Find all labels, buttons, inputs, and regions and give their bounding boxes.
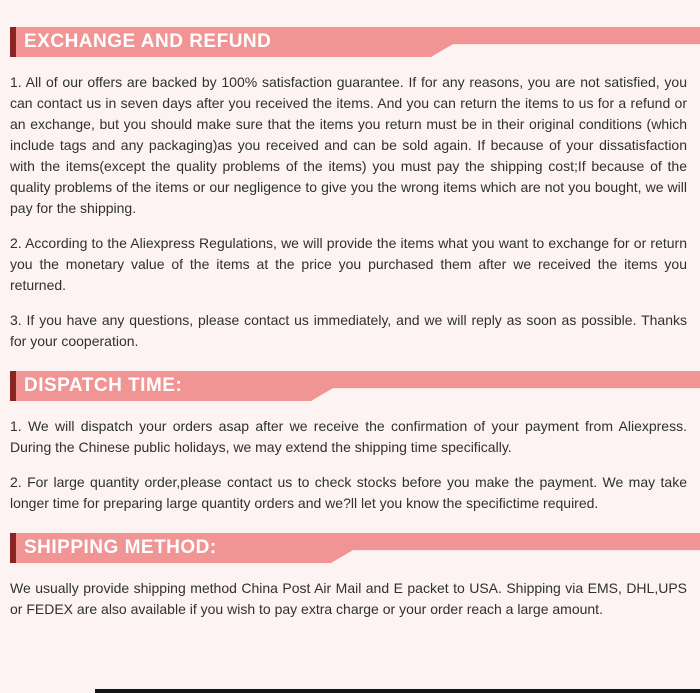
section-body — [0, 57, 700, 352]
section-title: EXCHANGE AND REFUND — [24, 31, 272, 52]
policy-paragraph: 3. If you have any questions, please contact us immediately, and we will reply as soon as possible. Thanks for your cooperation. — [10, 312, 687, 349]
banner-accent-bar — [10, 371, 16, 401]
section-exchange-and-refund — [0, 27, 700, 352]
section-body — [0, 563, 700, 620]
policy-paragraph: 1. We will dispatch your orders asap after we receive the confirmation of your payment from Aliexpress. During the Chinese public holidays, we may extend the shipping time specifically. — [10, 418, 687, 455]
policy-paragraph: 2. For large quantity order,please contact us to check stocks before you make the payment. We may take longer time for preparing large quantity orders and we?ll let you know the specifictime required. — [10, 474, 687, 511]
section-header-banner — [10, 371, 700, 401]
section-shipping-method — [0, 533, 700, 620]
section-header-banner — [10, 27, 700, 57]
section-header-banner — [10, 533, 700, 563]
policy-paragraph: 2. According to the Aliexpress Regulations, we will provide the items what you want to exchange for or return you the monetary value of the items at the price you purchased them after we received the items you returned. — [10, 235, 687, 293]
section-title: SHIPPING METHOD: — [24, 537, 217, 558]
banner-accent-bar — [10, 533, 16, 563]
section-title: DISPATCH TIME: — [24, 375, 183, 396]
section-dispatch-time — [0, 371, 700, 514]
next-section-banner-edge — [95, 689, 700, 693]
policy-paragraph: 1. All of our offers are backed by 100% satisfaction guarantee. If for any reasons, you are not satisfied, you can contact us in seven days after you received the items. And you can return the items to us for a refund or an exchange, but you should make sure that the items you return must be in their original conditions (which include tags and any packaging)as you received and can be sold again. If because of your dissatisfaction with the items(except the quality problems of the items) you must pay the shipping cost;If because of the quality problems of the items or our negligence to give you the wrong items which are not you bought, we will pay for the shipping. — [10, 74, 687, 216]
banner-accent-bar — [10, 27, 16, 57]
section-body — [0, 401, 700, 514]
policy-paragraph: We usually provide shipping method China Post Air Mail and E packet to USA. Shipping via EMS, DHL,UPS or FEDEX are also available if you wish to pay extra charge or your order reach a large amount. — [10, 580, 687, 617]
